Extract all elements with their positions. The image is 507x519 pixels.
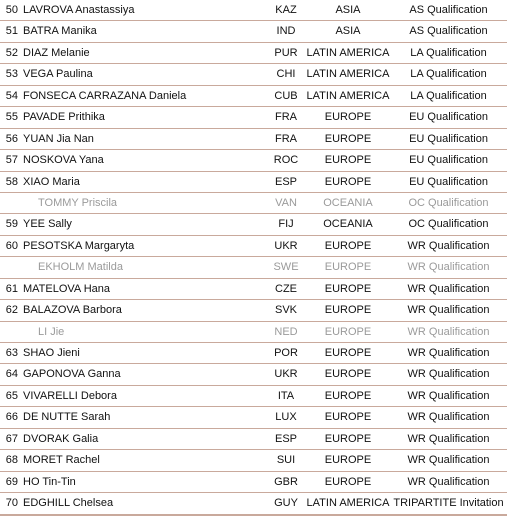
continent-cell: EUROPE xyxy=(324,325,372,338)
noc-cell: FRA xyxy=(275,132,297,145)
table-row xyxy=(0,236,507,257)
qualification-cell: WR Qualification xyxy=(407,389,490,402)
noc-cell: ESP xyxy=(274,175,297,188)
table-row xyxy=(0,472,507,493)
athlete-name-cell: BATRA Manika xyxy=(23,25,97,38)
rank-cell: 63 xyxy=(5,347,18,359)
qualification-cell: WR Qualification xyxy=(407,304,490,317)
rank-cell: 61 xyxy=(5,282,18,295)
qualification-cell: TRIPARTITE Invitation xyxy=(393,497,504,510)
continent-cell: EUROPE xyxy=(324,368,372,381)
table-row xyxy=(0,193,507,214)
continent-cell: EUROPE xyxy=(324,389,372,402)
qualification-cell: WR Qualification xyxy=(407,368,490,381)
table-row xyxy=(0,322,507,343)
athlete-name-cell: VEGA Paulina xyxy=(23,68,93,81)
athlete-name-cell: SHAO Jieni xyxy=(23,347,80,359)
noc-cell: GUY xyxy=(274,497,298,510)
athlete-name-cell: DVORAK Galia xyxy=(23,432,99,445)
athlete-name-cell: YUAN Jia Nan xyxy=(23,132,94,145)
continent-cell: EUROPE xyxy=(324,111,372,124)
qualification-cell: EU Qualification xyxy=(409,175,488,188)
noc-cell: CZE xyxy=(275,282,297,295)
continent-cell: EUROPE xyxy=(324,239,372,252)
athlete-name-cell: PAVADE Prithika xyxy=(23,111,105,124)
athlete-name-cell: EKHOLM Matilda xyxy=(38,261,123,274)
rank-cell: 68 xyxy=(5,454,18,467)
table-row xyxy=(0,64,507,85)
qualification-cell: LA Qualification xyxy=(410,46,487,59)
continent-cell: EUROPE xyxy=(324,475,372,488)
rank-cell: 58 xyxy=(5,175,18,188)
table-row xyxy=(0,214,507,235)
rank-cell: 53 xyxy=(5,68,18,81)
athlete-name-cell: MORET Rachel xyxy=(23,454,100,467)
continent-cell: EUROPE xyxy=(324,154,372,167)
continent-cell: ASIA xyxy=(335,4,361,16)
table-row xyxy=(0,21,507,42)
rank-cell: 60 xyxy=(5,239,18,252)
table-row xyxy=(0,172,507,193)
table-row xyxy=(0,450,507,471)
noc-cell: NED xyxy=(274,325,298,338)
rank-cell: 50 xyxy=(5,4,18,16)
athlete-name-cell: XIAO Maria xyxy=(23,175,80,188)
continent-cell: EUROPE xyxy=(324,304,372,317)
athlete-name-cell: YEE Sally xyxy=(23,218,72,231)
athlete-name-cell: DE NUTTE Sarah xyxy=(23,411,111,424)
athlete-name-cell: MATELOVA Hana xyxy=(23,282,111,295)
athlete-name-cell: DIAZ Melanie xyxy=(23,46,90,59)
continent-cell: LATIN AMERICA xyxy=(306,497,390,510)
noc-cell: GBR xyxy=(274,475,298,488)
qualification-cell: EU Qualification xyxy=(409,132,488,145)
table-row xyxy=(0,0,507,21)
rank-cell: 59 xyxy=(5,218,18,231)
athlete-name-cell: NOSKOVA Yana xyxy=(23,154,104,167)
qualification-cell: WR Qualification xyxy=(407,432,490,445)
continent-cell: EUROPE xyxy=(324,432,372,445)
noc-cell: FRA xyxy=(275,111,297,124)
continent-cell: ASIA xyxy=(335,25,361,38)
table-row xyxy=(0,257,507,278)
continent-cell: EUROPE xyxy=(324,175,372,188)
rank-cell: 54 xyxy=(5,89,18,102)
table-row xyxy=(0,407,507,428)
continent-cell: EUROPE xyxy=(324,132,372,145)
athlete-name-cell: HO Tin-Tin xyxy=(23,475,76,488)
rank-cell: 56 xyxy=(5,132,18,145)
qualification-cell: AS Qualification xyxy=(409,4,488,16)
qualification-cell: EU Qualification xyxy=(409,154,488,167)
qualification-cell: LA Qualification xyxy=(410,89,487,102)
qualification-cell: WR Qualification xyxy=(407,325,490,338)
noc-cell: ITA xyxy=(277,389,295,402)
rank-cell: 67 xyxy=(5,432,18,445)
qualification-cell: WR Qualification xyxy=(407,475,490,488)
athlete-name-cell: FONSECA CARRAZANA Daniela xyxy=(23,89,187,102)
continent-cell: EUROPE xyxy=(324,347,372,359)
qualification-cell: EU Qualification xyxy=(409,111,488,124)
noc-cell: VAN xyxy=(275,196,297,209)
qualification-cell: AS Qualification xyxy=(409,25,488,38)
table-row xyxy=(0,107,507,128)
rank-cell: 52 xyxy=(5,46,18,59)
noc-cell: SUI xyxy=(276,454,296,467)
noc-cell: KAZ xyxy=(275,4,297,16)
noc-cell: SVK xyxy=(274,304,297,317)
noc-cell: UKR xyxy=(274,239,298,252)
athlete-name-cell: GAPONOVA Ganna xyxy=(23,368,121,381)
table-row xyxy=(0,364,507,385)
continent-cell: EUROPE xyxy=(324,261,372,274)
table-row xyxy=(0,279,507,300)
continent-cell: OCEANIA xyxy=(323,196,373,209)
noc-cell: PUR xyxy=(274,46,298,59)
bottom-divider xyxy=(0,515,507,516)
rank-cell: 69 xyxy=(5,475,18,488)
athlete-name-cell: LAVROVA Anastassiya xyxy=(23,4,135,16)
noc-cell: CUB xyxy=(274,89,298,102)
rank-cell: 55 xyxy=(5,111,18,124)
athlete-name-cell: VIVARELLI Debora xyxy=(23,389,117,402)
qualification-cell: OC Qualification xyxy=(408,196,489,209)
noc-cell: UKR xyxy=(274,368,298,381)
athlete-name-cell: TOMMY Priscila xyxy=(38,196,118,209)
noc-cell: FIJ xyxy=(278,218,294,231)
athlete-name-cell: LI Jie xyxy=(38,325,65,338)
continent-cell: LATIN AMERICA xyxy=(306,46,390,59)
athlete-name-cell: BALAZOVA Barbora xyxy=(23,304,122,317)
table-row xyxy=(0,43,507,64)
qualification-cell: WR Qualification xyxy=(407,454,490,467)
rank-cell: 57 xyxy=(5,154,18,167)
rank-cell: 66 xyxy=(5,411,18,424)
table-row xyxy=(0,129,507,150)
table-row xyxy=(0,343,507,364)
noc-cell: CHI xyxy=(276,68,296,81)
table-row xyxy=(0,150,507,171)
rank-cell: 51 xyxy=(5,25,18,38)
continent-cell: LATIN AMERICA xyxy=(306,89,390,102)
athlete-name-cell: EDGHILL Chelsea xyxy=(23,497,114,510)
athlete-name-cell: PESOTSKA Margaryta xyxy=(23,239,135,252)
rank-cell: 62 xyxy=(5,304,18,317)
noc-cell: LUX xyxy=(275,411,297,424)
rank-cell: 70 xyxy=(5,497,18,510)
continent-cell: EUROPE xyxy=(324,282,372,295)
noc-cell: ROC xyxy=(273,154,299,167)
continent-cell: LATIN AMERICA xyxy=(306,68,390,81)
rank-cell: 65 xyxy=(5,389,18,402)
qualification-cell: WR Qualification xyxy=(407,239,490,252)
qualification-cell: WR Qualification xyxy=(407,411,490,424)
qualification-cell: WR Qualification xyxy=(407,347,490,359)
qualification-cell: LA Qualification xyxy=(410,68,487,81)
continent-cell: EUROPE xyxy=(324,454,372,467)
rank-cell: 64 xyxy=(5,368,18,381)
noc-cell: SWE xyxy=(273,261,299,274)
noc-cell: POR xyxy=(274,347,298,359)
table-row xyxy=(0,429,507,450)
continent-cell: EUROPE xyxy=(324,411,372,424)
noc-cell: ESP xyxy=(274,432,297,445)
table-row xyxy=(0,300,507,321)
table-row xyxy=(0,493,507,514)
table-row xyxy=(0,386,507,407)
noc-cell: IND xyxy=(276,25,296,38)
qualification-cell: WR Qualification xyxy=(407,282,490,295)
continent-cell: OCEANIA xyxy=(323,218,373,231)
qualification-cell: OC Qualification xyxy=(408,218,489,231)
table-row xyxy=(0,86,507,107)
qualification-cell: WR Qualification xyxy=(407,261,490,274)
